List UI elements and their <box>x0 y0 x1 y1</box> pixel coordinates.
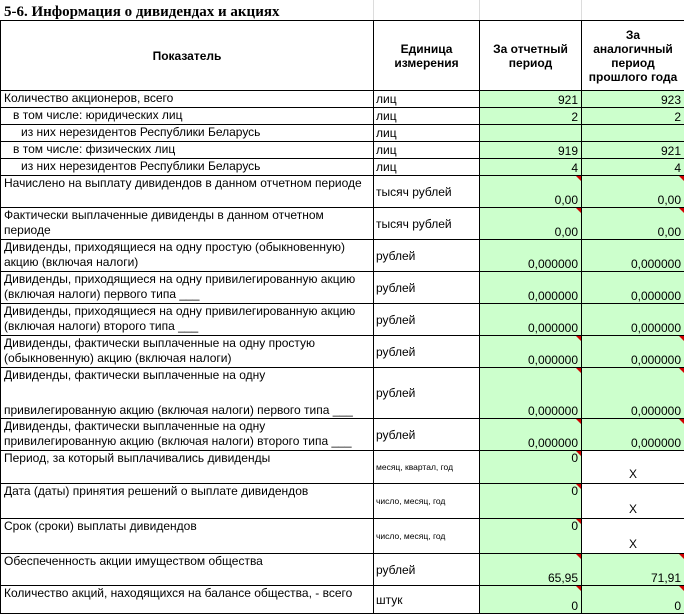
previous-value-cell[interactable]: 4 <box>582 159 684 176</box>
previous-value-cell[interactable]: 921 <box>582 142 684 159</box>
header-indicator[interactable]: Показатель <box>1 21 374 91</box>
comment-marker-icon <box>576 336 581 341</box>
current-value-cell[interactable]: 2 <box>480 108 582 125</box>
previous-value-cell[interactable]: X <box>582 484 684 519</box>
row-unit[interactable]: месяц, квартал, год <box>374 451 480 484</box>
previous-value-cell[interactable]: 0,000000 <box>582 419 684 451</box>
table-row <box>1 176 684 208</box>
row-label[interactable]: Количество акций, находящихся на балансе общества, - всего <box>1 586 374 614</box>
row-unit[interactable]: штук <box>374 586 480 614</box>
table-row <box>1 519 684 554</box>
row-label[interactable]: Фактически выплаченные дивиденды в данном отчетном периоде <box>1 208 374 240</box>
previous-value-cell[interactable]: 0,000000 <box>582 304 684 336</box>
row-label[interactable]: Дивиденды, приходящиеся на одну привилегированную акцию (включая налоги) первого типа ___ <box>1 272 374 304</box>
current-value-cell[interactable]: 0,00 <box>480 208 582 240</box>
comment-marker-icon <box>679 554 684 559</box>
row-label[interactable]: Срок (сроки) выплаты дивидендов <box>1 519 374 554</box>
current-value-cell[interactable]: 0,000000 <box>480 336 582 368</box>
current-value-cell[interactable]: 0 <box>480 586 582 614</box>
comment-marker-icon <box>576 554 581 559</box>
comment-marker-icon <box>576 368 581 373</box>
comment-marker-icon <box>576 176 581 181</box>
row-unit[interactable]: рублей <box>374 240 480 272</box>
row-unit[interactable]: рублей <box>374 336 480 368</box>
table-row <box>1 208 684 240</box>
comment-marker-icon <box>576 208 581 213</box>
comment-marker-icon <box>679 419 684 424</box>
row-unit[interactable]: число, месяц, год <box>374 519 480 554</box>
table-row <box>1 586 684 614</box>
comment-marker-icon <box>576 451 581 456</box>
dividends-table <box>0 20 684 614</box>
previous-value-cell[interactable]: 0 <box>582 586 684 614</box>
table-row <box>1 125 684 142</box>
previous-value-cell[interactable]: X <box>582 451 684 484</box>
table-row <box>1 108 684 125</box>
page-title: 5-6. Информация о дивидендах и акциях <box>4 3 279 21</box>
table-row <box>1 419 684 451</box>
table-row <box>1 91 684 108</box>
table-row <box>1 484 684 519</box>
row-label[interactable]: Дивиденды, приходящиеся на одну привилегированную акцию (включая налоги) второго типа ___ <box>1 304 374 336</box>
comment-marker-icon <box>679 368 684 373</box>
previous-value-cell[interactable]: 0,00 <box>582 208 684 240</box>
row-label[interactable]: Начислено на выплату дивидендов в данном отчетном периоде <box>1 176 374 208</box>
table-row <box>1 554 684 586</box>
current-value-cell[interactable]: 0,000000 <box>480 368 582 419</box>
table-header-row <box>1 21 684 91</box>
row-label[interactable]: в том числе: юридических лиц <box>1 108 374 125</box>
comment-marker-icon <box>576 519 581 524</box>
previous-value-cell[interactable]: 923 <box>582 91 684 108</box>
current-value-cell[interactable] <box>480 125 582 142</box>
row-unit[interactable]: лиц <box>374 159 480 176</box>
row-unit[interactable]: рублей <box>374 419 480 451</box>
table-row <box>1 272 684 304</box>
row-label[interactable]: Обеспеченность акции имуществом общества <box>1 554 374 586</box>
previous-value-cell[interactable] <box>582 125 684 142</box>
table-row <box>1 336 684 368</box>
row-label[interactable]: Дивиденды, приходящиеся на одну простую (обыкновенную) акцию (включая налоги) <box>1 240 374 272</box>
previous-value-cell[interactable]: X <box>582 519 684 554</box>
row-label[interactable]: Дата (даты) принятия решений о выплате дивидендов <box>1 484 374 519</box>
row-label[interactable]: Дивиденды, фактически выплаченные на одну привилегированную акцию (включая налоги) второго типа ___ <box>1 419 374 451</box>
row-label[interactable]: в том числе: физических лиц <box>1 142 374 159</box>
row-unit[interactable]: лиц <box>374 125 480 142</box>
row-unit[interactable]: число, месяц, год <box>374 484 480 519</box>
comment-marker-icon <box>679 586 684 591</box>
previous-value-cell[interactable]: 0,00 <box>582 176 684 208</box>
current-value-cell[interactable]: 0,00 <box>480 176 582 208</box>
header-previous-period[interactable]: За аналогичный период прошлого года <box>582 21 684 91</box>
previous-value-cell[interactable]: 2 <box>582 108 684 125</box>
row-label[interactable]: Дивиденды, фактически выплаченные на одну привилегированную акцию (включая налоги) первого типа ___ <box>1 368 374 419</box>
row-unit[interactable]: рублей <box>374 304 480 336</box>
table-row <box>1 240 684 272</box>
current-value-cell[interactable]: 0,000000 <box>480 272 582 304</box>
current-value-cell[interactable]: 0 <box>480 451 582 484</box>
comment-marker-icon <box>679 176 684 181</box>
table-row <box>1 142 684 159</box>
row-label[interactable]: из них нерезидентов Республики Беларусь <box>1 125 374 142</box>
previous-value-cell[interactable]: 0,000000 <box>582 368 684 419</box>
header-current-period[interactable]: За отчетный период <box>480 21 582 91</box>
current-value-cell[interactable]: 0,000000 <box>480 304 582 336</box>
current-value-cell[interactable]: 919 <box>480 142 582 159</box>
current-value-cell[interactable]: 65,95 <box>480 554 582 586</box>
row-unit[interactable]: тысяч рублей <box>374 176 480 208</box>
header-unit[interactable]: Единица измерения <box>374 21 480 91</box>
current-value-cell[interactable]: 0,000000 <box>480 240 582 272</box>
current-value-cell[interactable]: 4 <box>480 159 582 176</box>
row-unit[interactable]: лиц <box>374 91 480 108</box>
row-unit[interactable]: рублей <box>374 368 480 419</box>
current-value-cell[interactable]: 0,000000 <box>480 419 582 451</box>
table-row <box>1 368 684 419</box>
current-value-cell[interactable]: 921 <box>480 91 582 108</box>
previous-value-cell[interactable]: 0,000000 <box>582 272 684 304</box>
row-unit[interactable]: лиц <box>374 108 480 125</box>
comment-marker-icon <box>576 586 581 591</box>
row-label[interactable]: Период, за который выплачивались дивиденды <box>1 451 374 484</box>
current-value-cell[interactable]: 0 <box>480 519 582 554</box>
comment-marker-icon <box>576 484 581 489</box>
row-unit[interactable]: тысяч рублей <box>374 208 480 240</box>
current-value-cell[interactable]: 0 <box>480 484 582 519</box>
row-unit[interactable]: лиц <box>374 142 480 159</box>
table-row <box>1 451 684 484</box>
previous-value-cell[interactable]: 0,000000 <box>582 336 684 368</box>
previous-value-cell[interactable]: 0,000000 <box>582 240 684 272</box>
table-row <box>1 159 684 176</box>
table-row <box>1 304 684 336</box>
previous-value-cell[interactable]: 71,91 <box>582 554 684 586</box>
row-unit[interactable]: рублей <box>374 272 480 304</box>
comment-marker-icon <box>679 336 684 341</box>
row-label[interactable]: Количество акционеров, всего <box>1 91 374 108</box>
comment-marker-icon <box>679 208 684 213</box>
row-unit[interactable]: рублей <box>374 554 480 586</box>
row-label[interactable]: Дивиденды, фактически выплаченные на одну простую (обыкновенную) акцию (включая налоги) <box>1 336 374 368</box>
comment-marker-icon <box>576 419 581 424</box>
row-label[interactable]: из них нерезидентов Республики Беларусь <box>1 159 374 176</box>
